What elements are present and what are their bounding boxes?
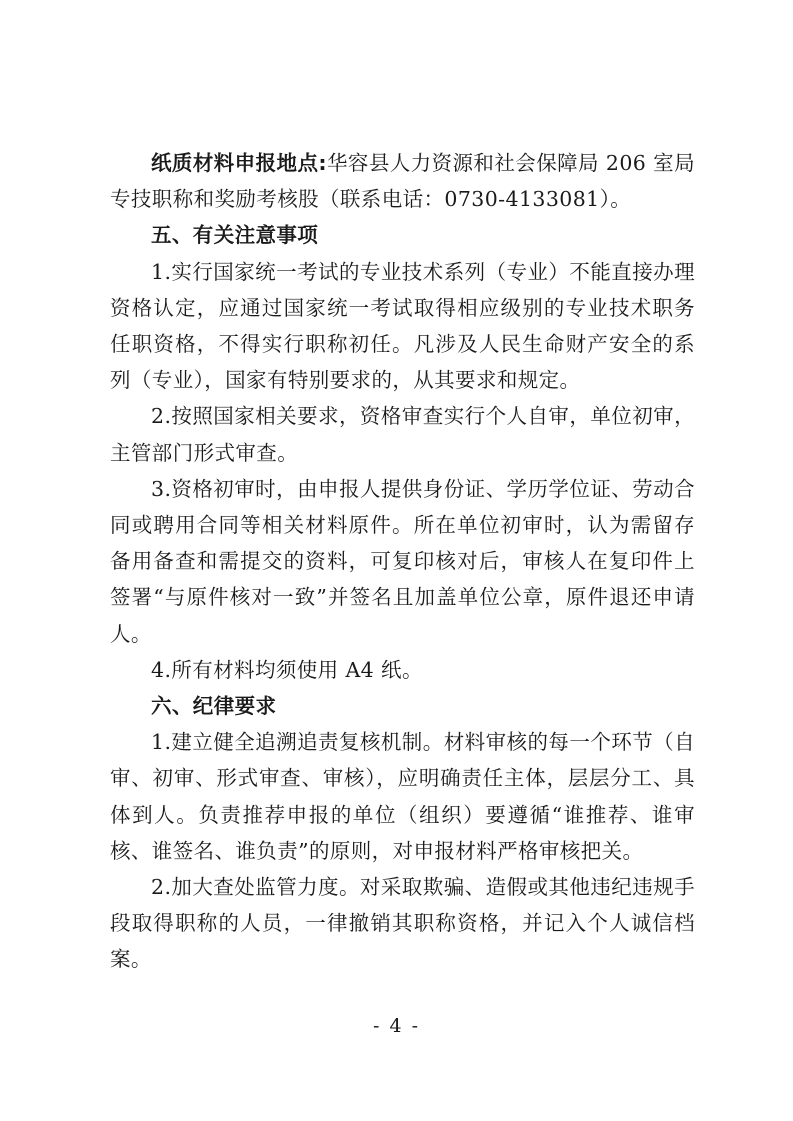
section-6-heading: 六、纪律要求	[151, 694, 277, 719]
paper-location-paragraph	[110, 145, 695, 217]
section-5-item-1: 1.实行国家统一考试的专业技术系列（专业）不能直接办理资格认定，应通过国家统一考试取得相应级别的专业技术职务任职资格，不得实行职称初任。凡涉及人民生命财产安全的系列（专业），国家有特别要求的，从其要求和规定。	[110, 259, 695, 393]
paper-location-text: 华容县人力资源和社会保障局 206 室局专技职称和奖励考核股（联系电话：0730-4133081）。	[110, 151, 695, 212]
section-5-item-2: 2.按照国家相关要求，资格审查实行个人自审，单位初审，主管部门形式审查。	[110, 404, 695, 465]
paper-location-label: 纸质材料申报地点:	[151, 151, 327, 175]
page-number: - 4 -	[372, 1015, 420, 1037]
section-5-item-3: 3.资格初审时，由申报人提供身份证、学历学位证、劳动合同或聘用合同等相关材料原件。所在单位初审时，认为需留存备用备查和需提交的资料，可复印核对后，审核人在复印件上签署“与原件核对一致”并签名且加盖单位公章，原件退还申请人。	[110, 476, 695, 646]
document-body	[110, 145, 695, 978]
section-5-item-4: 4.所有材料均须使用 A4 纸。	[151, 657, 423, 682]
section-5-heading: 五、有关注意事项	[151, 223, 319, 248]
section-6-item-2: 2.加大查处监管力度。对采取欺骗、造假或其他违纪违规手段取得职称的人员，一律撤销其职称资格，并记入个人诚信档案。	[110, 875, 695, 972]
section-6-item-1: 1.建立健全追溯追责复核机制。材料审核的每一个环节（自审、初审、形式审查、审核），应明确责任主体，层层分工、具体到人。负责推荐申报的单位（组织）要遵循“谁推荐、谁审核、谁签名、谁负责”的原则，对申报材料严格审核把关。	[110, 730, 695, 863]
